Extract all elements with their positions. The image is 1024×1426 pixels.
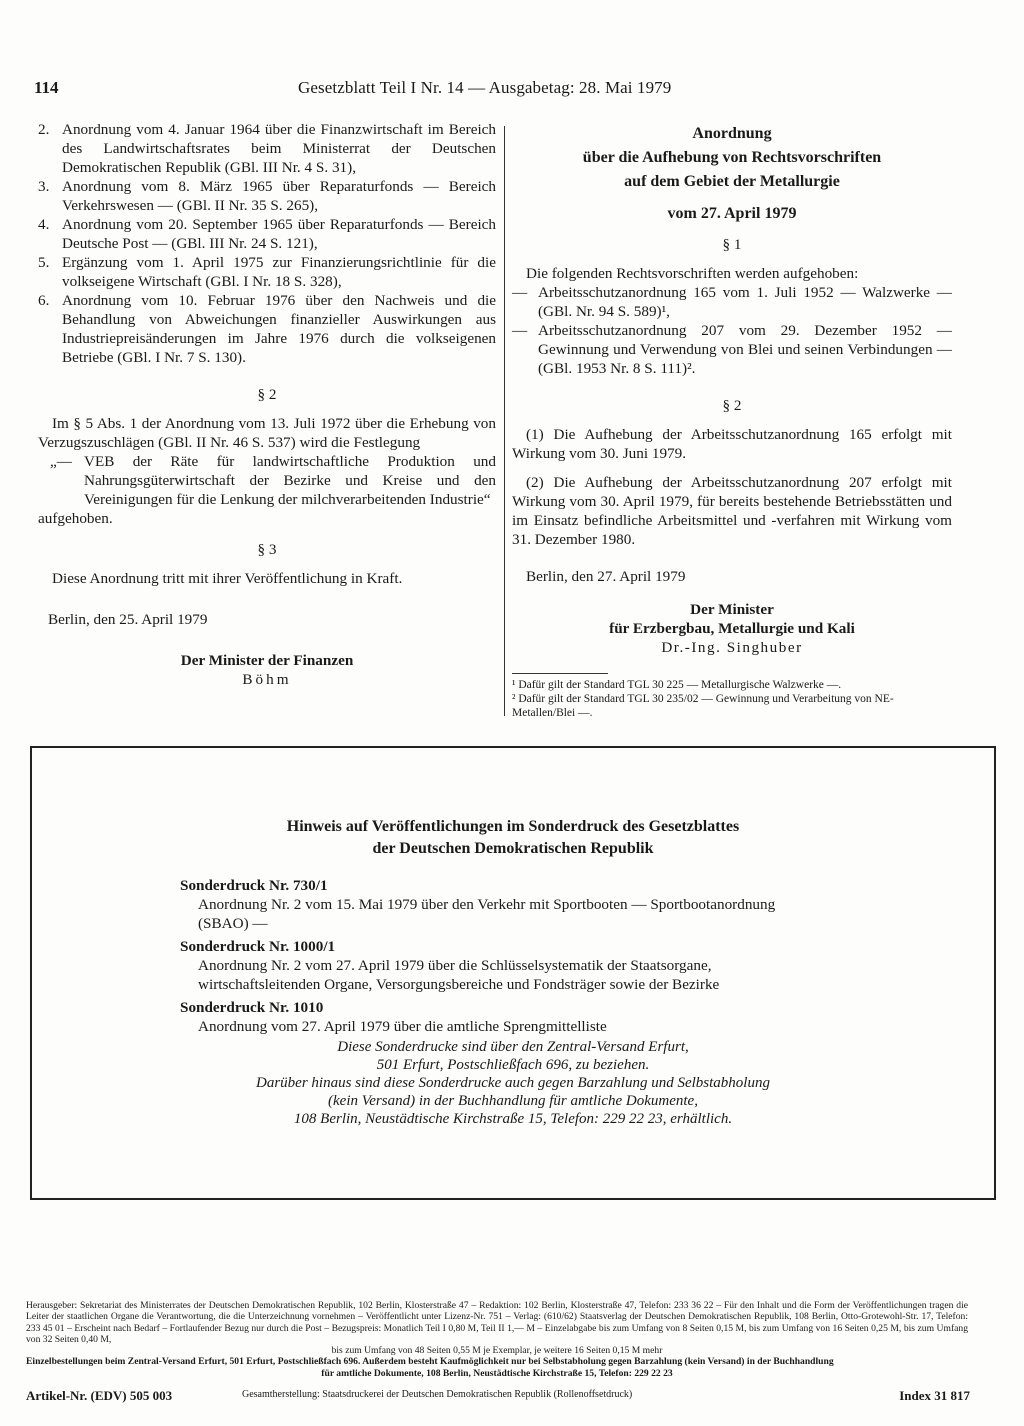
ordinance-date: vom 27. April 1979 (667, 205, 797, 222)
list-item-number: 4. (38, 216, 50, 233)
section-heading-para1: § 1 (722, 236, 742, 253)
signature-office-detail: für Erzbergbau, Metallurgie und Kali (609, 620, 855, 637)
notice-ordering-note (32, 1038, 994, 1128)
footnote-divider (512, 673, 608, 674)
quote-mark: „— (50, 453, 72, 470)
footnotes (512, 678, 952, 720)
notice-note-line: 501 Erfurt, Postschließfach 696, zu beziehen. (376, 1057, 650, 1073)
list-item (38, 215, 496, 253)
section-heading-para2-right: § 2 (722, 397, 742, 414)
signature-office: Der Minister (690, 601, 774, 618)
signature-block (512, 600, 952, 657)
notice-entry-title: Sonderdruck Nr. 730/1 (180, 877, 328, 894)
dash-mark: — (512, 322, 528, 339)
notice-title-line-1: Hinweis auf Veröffentlichungen im Sonderdruck des Gesetzblattes (286, 818, 740, 835)
ordinance-subtitle-1: über die Aufhebung von Rechtsvorschriften (582, 149, 882, 166)
list-item-text: Ergänzung vom 1. April 1975 zur Finanzierungsrichtlinie für die volkseigene Wirtschaft (GBl. I Nr. 18 S. 328), (62, 254, 496, 290)
para2-text: Im § 5 Abs. 1 der Anordnung vom 13. Juli 1972 über die Erhebung von Verzugszuschlägen (GBl. II Nr. 46 S. 537) wird die Festlegung (38, 415, 496, 451)
list-item-text: Arbeitsschutzanordnung 207 vom 29. Dezember 1952 — Gewinnung und Verwendung von Blei und seinen Verbindungen — (GBl. 1953 Nr. 8 S. 111)². (538, 322, 952, 377)
impressum-pricing: bis zum Umfang von 48 Seiten 0,55 M je Exemplar, je weitere 16 Seiten 0,15 M mehr (331, 1345, 663, 1357)
signature-name: Dr.-Ing. Singhuber (661, 639, 803, 656)
dash-mark: — (512, 284, 528, 301)
notice-title-line-2: der Deutschen Demokratischen Republik (372, 840, 654, 857)
notice-note-line: Diese Sonderdrucke sind über den Zentral-Versand Erfurt, (337, 1039, 689, 1055)
signature-block (38, 651, 496, 689)
list-item-text: Anordnung vom 10. Februar 1976 über den Nachweis und die Behandlung von Abweichungen finanzieller Auswirkungen aus Industriepreisänderungen im Jahre 1976 durch die volkseigenen Betriebe (GBl. I Nr. 7 S. 130). (62, 292, 496, 366)
para2-end: aufgehoben. (38, 510, 113, 527)
list-item (38, 253, 496, 291)
para2-paragraph-2: (2) Die Aufhebung der Arbeitsschutzanordnung 207 erfolgt mit Wirkung vom 30. April 1979, für bereits bestehende Betriebsstätten und im Einsatz befindliche Arbeitsmittel und -verfahren mit Wirkung vom 31. Dezember 1980. (512, 474, 952, 548)
impressum-ordering: Einzelbestellungen beim Zentral-Versand Erfurt, 501 Erfurt, Postschließfach 696. Außerdem besteht Kaufmöglichkeit nur bei Selbstabholung gegen Barzahlung (kein Versand) in der Buchhandlung (26, 1356, 834, 1368)
sonderdruck-notice-box (30, 746, 996, 1200)
list-item-number: 6. (38, 292, 50, 309)
list-item-text: Anordnung vom 8. März 1965 über Reparaturfonds — Bereich Verkehrswesen — (GBl. II Nr. 35 S. 265), (62, 178, 496, 214)
ordinance-title (512, 122, 952, 194)
article-number: Artikel-Nr. (EDV) 505 003 (26, 1388, 173, 1403)
list-item (512, 321, 952, 378)
section-heading-para3: § 3 (257, 541, 277, 558)
ordinance-subtitle-2: auf dem Gebiet der Metallurgie (624, 173, 840, 190)
list-item (512, 283, 952, 321)
place-date: Berlin, den 25. April 1979 (48, 611, 208, 628)
list-item (38, 291, 496, 367)
impressum-publisher: Herausgeber: Sekretariat des Ministerrates der Deutschen Demokratischen Republik, 102 Berlin, Klosterstraße 47 – Redaktion: 102 Berlin, Klosterstraße 47, Telefon: 233 36 22 – Für den Inhalt und die Form der Veröffentlichungen tragen die Leiter der staatlichen Organe die Verantwortung, die die Unterzeichnung vornehmen – Veröffentlicht unter Lizenz-Nr. 751 – Verlag: (610/62) Staatsverlag der Deutschen Demokratischen Republik, 108 Berlin, Otto-Grotewohl-Str. 17, Telefon: 233 45 01 – Erscheint nach Bedarf – Fortlaufender Bezug nur durch die Post – Bezugspreis: Monatlich Teil I 0,80 M, Teil II 1,— M – Einzelabgabe bis zum Umfang von 8 Seiten 0,15 M, bis zum Umfang von 16 Seiten 0,25 M, bis zum Umfang von 32 Seiten 0,40 M, (26, 1300, 968, 1345)
list-item-number: 3. (38, 178, 50, 195)
list-item-number: 5. (38, 254, 50, 271)
list-item-text: Anordnung vom 20. September 1965 über Reparaturfonds — Bereich Deutsche Post — (GBl. III Nr. 24 S. 121), (62, 216, 496, 252)
para2-paragraph-1: (1) Die Aufhebung der Arbeitsschutzanordnung 165 erfolgt mit Wirkung vom 30. Juni 1979. (512, 426, 952, 462)
list-item-number: 2. (38, 121, 50, 138)
notice-entry-desc: Anordnung Nr. 2 vom 15. Mai 1979 über den Verkehr mit Sportbooten — Sportbootanordnung (SBAO) — (198, 896, 776, 932)
footnote-1: ¹ Dafür gilt der Standard TGL 30 225 — Metallurgische Walzwerke —. (512, 679, 842, 691)
notice-title (32, 816, 994, 860)
column-rule (504, 126, 505, 716)
notice-entry (180, 998, 828, 1036)
para3-text: Diese Anordnung tritt mit ihrer Veröffentlichung in Kraft. (52, 570, 403, 587)
signature-name: Böhm (242, 671, 292, 688)
index-number: Index 31 817 (899, 1388, 970, 1403)
list-item (38, 177, 496, 215)
notice-note-line: 108 Berlin, Neustädtische Kirchstraße 15, Telefon: 229 22 23, erhältlich. (293, 1111, 733, 1127)
left-column (38, 120, 496, 689)
list-item-text: Anordnung vom 4. Januar 1964 über die Finanzwirtschaft im Bereich des Landwirtschaftsrates beim Ministerrat der Deutschen Demokratischen Republik (GBl. III Nr. 4 S. 31), (62, 121, 496, 176)
notice-note-line: Darüber hinaus sind diese Sonderdrucke auch gegen Barzahlung und Selbstabholung (256, 1075, 770, 1091)
numbered-list (38, 120, 496, 367)
place-date: Berlin, den 27. April 1979 (526, 568, 686, 585)
page-number: 114 (34, 78, 59, 97)
notice-entry-title: Sonderdruck Nr. 1010 (180, 999, 324, 1016)
notice-entry-desc: Anordnung Nr. 2 vom 27. April 1979 über die Schlüsselsystematik der Staatsorgane, wirtschaftsleitenden Organe, Versorgungsbereiche und Fondsträger sowie der Bezirke (198, 957, 720, 993)
running-header: Gesetzblatt Teil I Nr. 14 — Ausgabetag: 28. Mai 1979 (298, 78, 672, 97)
para2-quote-block (50, 452, 496, 509)
ordinance-title-main: Anordnung (692, 125, 772, 142)
list-item-text: Arbeitsschutzanordnung 165 vom 1. Juli 1952 — Walzwerke — (GBl. Nr. 94 S. 589)¹, (538, 284, 952, 320)
notice-entry (180, 937, 828, 994)
printer-credit: Gesamtherstellung: Staatsdruckerei der Deutschen Demokratischen Republik (Rollenoffsetdruck) (242, 1389, 633, 1400)
footnote-2: ² Dafür gilt der Standard TGL 30 235/02 — Gewinnung und Verarbeitung von NE-Metallen/Blei —. (512, 693, 894, 719)
impressum-bookshop: für amtliche Dokumente, 108 Berlin, Neustädtische Kirchstraße 15, Telefon: 229 22 23 (321, 1367, 673, 1379)
notice-entry-desc: Anordnung vom 27. April 1979 über die amtliche Sprengmittelliste (198, 1018, 607, 1035)
signature-office: Der Minister der Finanzen (180, 652, 354, 669)
notice-note-line: (kein Versand) in der Buchhandlung für amtliche Dokumente, (328, 1093, 698, 1109)
list-item (38, 120, 496, 177)
para1-intro: Die folgenden Rechtsvorschriften werden aufgehoben: (526, 265, 859, 282)
impressum (26, 1300, 968, 1379)
section-heading-para2: § 2 (257, 386, 277, 403)
para2-quote: VEB der Räte für landwirtschaftliche Produktion und Nahrungsgüterwirtschaft der Bezirke und Kreise und den Vereinigungen für die Lenkung der milchverarbeitenden Industrie“ (84, 453, 496, 508)
notice-list (180, 876, 828, 1040)
notice-entry-title: Sonderdruck Nr. 1000/1 (180, 938, 336, 955)
notice-entry (180, 876, 828, 933)
right-column (512, 120, 952, 720)
